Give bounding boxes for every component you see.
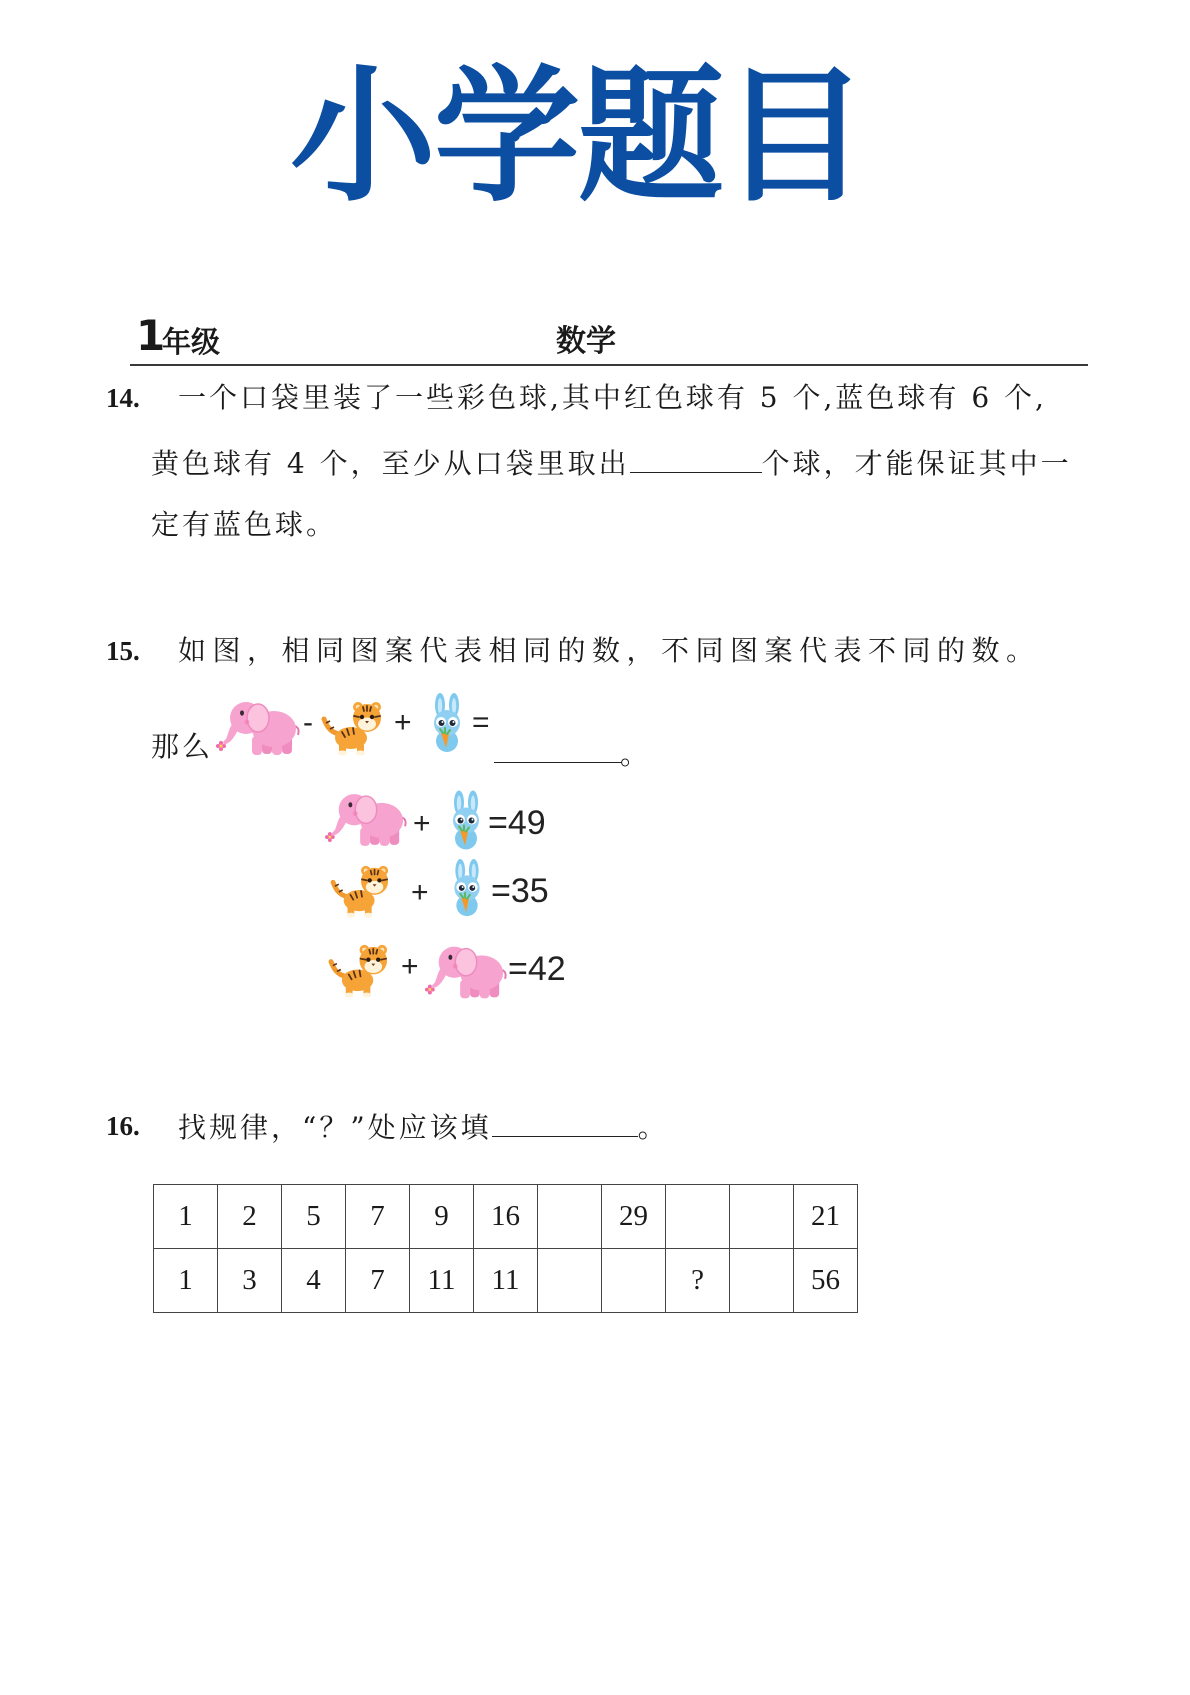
question-15-lead: 那么 — [151, 730, 214, 763]
subject-label: 数学 — [556, 324, 616, 359]
question-15-period: 。 — [620, 738, 652, 771]
table-cell — [730, 1185, 794, 1249]
question-14-line-2 — [151, 442, 1072, 484]
table-cell: 7 — [346, 1249, 410, 1313]
table-cell: 16 — [474, 1185, 538, 1249]
answer-blank — [494, 762, 622, 763]
table-cell: 11 — [410, 1249, 474, 1313]
table-cell — [666, 1185, 730, 1249]
equation-1-result: =49 — [488, 804, 546, 842]
question-14-text-before-blank: 黄色球有 4 个，至少从口袋里取出 — [151, 447, 630, 480]
header-divider — [130, 364, 1088, 366]
table-cell: 9 — [410, 1185, 474, 1249]
table-cell: 11 — [474, 1249, 538, 1313]
pattern-table — [153, 1184, 858, 1313]
table-cell: ? — [666, 1249, 730, 1313]
elephant-icon — [325, 788, 407, 849]
answer-blank — [492, 1106, 638, 1137]
question-16-number: 16. — [106, 1111, 140, 1141]
table-cell: 5 — [282, 1185, 346, 1249]
question-16-period: 。 — [637, 1111, 669, 1144]
table-cell: 3 — [218, 1249, 282, 1313]
equation-3-result: =42 — [508, 950, 566, 988]
plus-operator: + — [413, 807, 431, 840]
question-14-line-3: 定有蓝色球。 — [151, 508, 338, 541]
table-cell — [602, 1249, 666, 1313]
table-cell: 7 — [346, 1185, 410, 1249]
question-14-text-after-blank: 个球，才能保证其中一 — [761, 447, 1072, 480]
table-cell — [538, 1249, 602, 1313]
rabbit-icon — [447, 858, 487, 918]
grade-label: 年级 — [162, 325, 221, 359]
answer-blank — [630, 442, 762, 473]
table-row — [154, 1185, 858, 1249]
question-15-number: 15. — [106, 636, 140, 666]
tiger-icon — [328, 941, 393, 998]
equation-2-result: =35 — [491, 872, 549, 910]
question-16-prompt: 找规律，“？”处应该填 — [178, 1111, 492, 1144]
question-14-number: 14. — [106, 383, 140, 413]
rabbit-icon — [427, 692, 467, 754]
table-cell: 29 — [602, 1185, 666, 1249]
elephant-icon — [425, 940, 507, 1002]
grade-number: 1 — [136, 311, 166, 360]
equals-operator: = — [472, 706, 490, 739]
table-cell: 1 — [154, 1185, 218, 1249]
table-cell: 1 — [154, 1249, 218, 1313]
table-cell: 2 — [218, 1185, 282, 1249]
table-cell: 56 — [794, 1249, 858, 1313]
tiger-icon — [330, 862, 394, 918]
plus-operator: + — [401, 950, 419, 983]
question-16-line — [178, 1106, 669, 1148]
plus-operator: + — [394, 706, 412, 739]
table-cell — [730, 1249, 794, 1313]
minus-operator: - — [303, 706, 313, 739]
table-cell: 4 — [282, 1249, 346, 1313]
tiger-icon — [321, 698, 387, 756]
table-cell — [538, 1185, 602, 1249]
elephant-icon — [216, 696, 300, 758]
table-row — [154, 1249, 858, 1313]
question-15-prompt: 如图，相同图案代表相同的数，不同图案代表不同的数。 — [178, 634, 1041, 667]
plus-operator: + — [411, 876, 429, 909]
table-cell: 21 — [794, 1185, 858, 1249]
rabbit-icon — [446, 789, 486, 852]
question-14-line-1: 一个口袋里装了一些彩色球,其中红色球有 5 个,蓝色球有 6 个, — [178, 381, 1047, 414]
page-title: 小学题目 — [290, 52, 866, 222]
